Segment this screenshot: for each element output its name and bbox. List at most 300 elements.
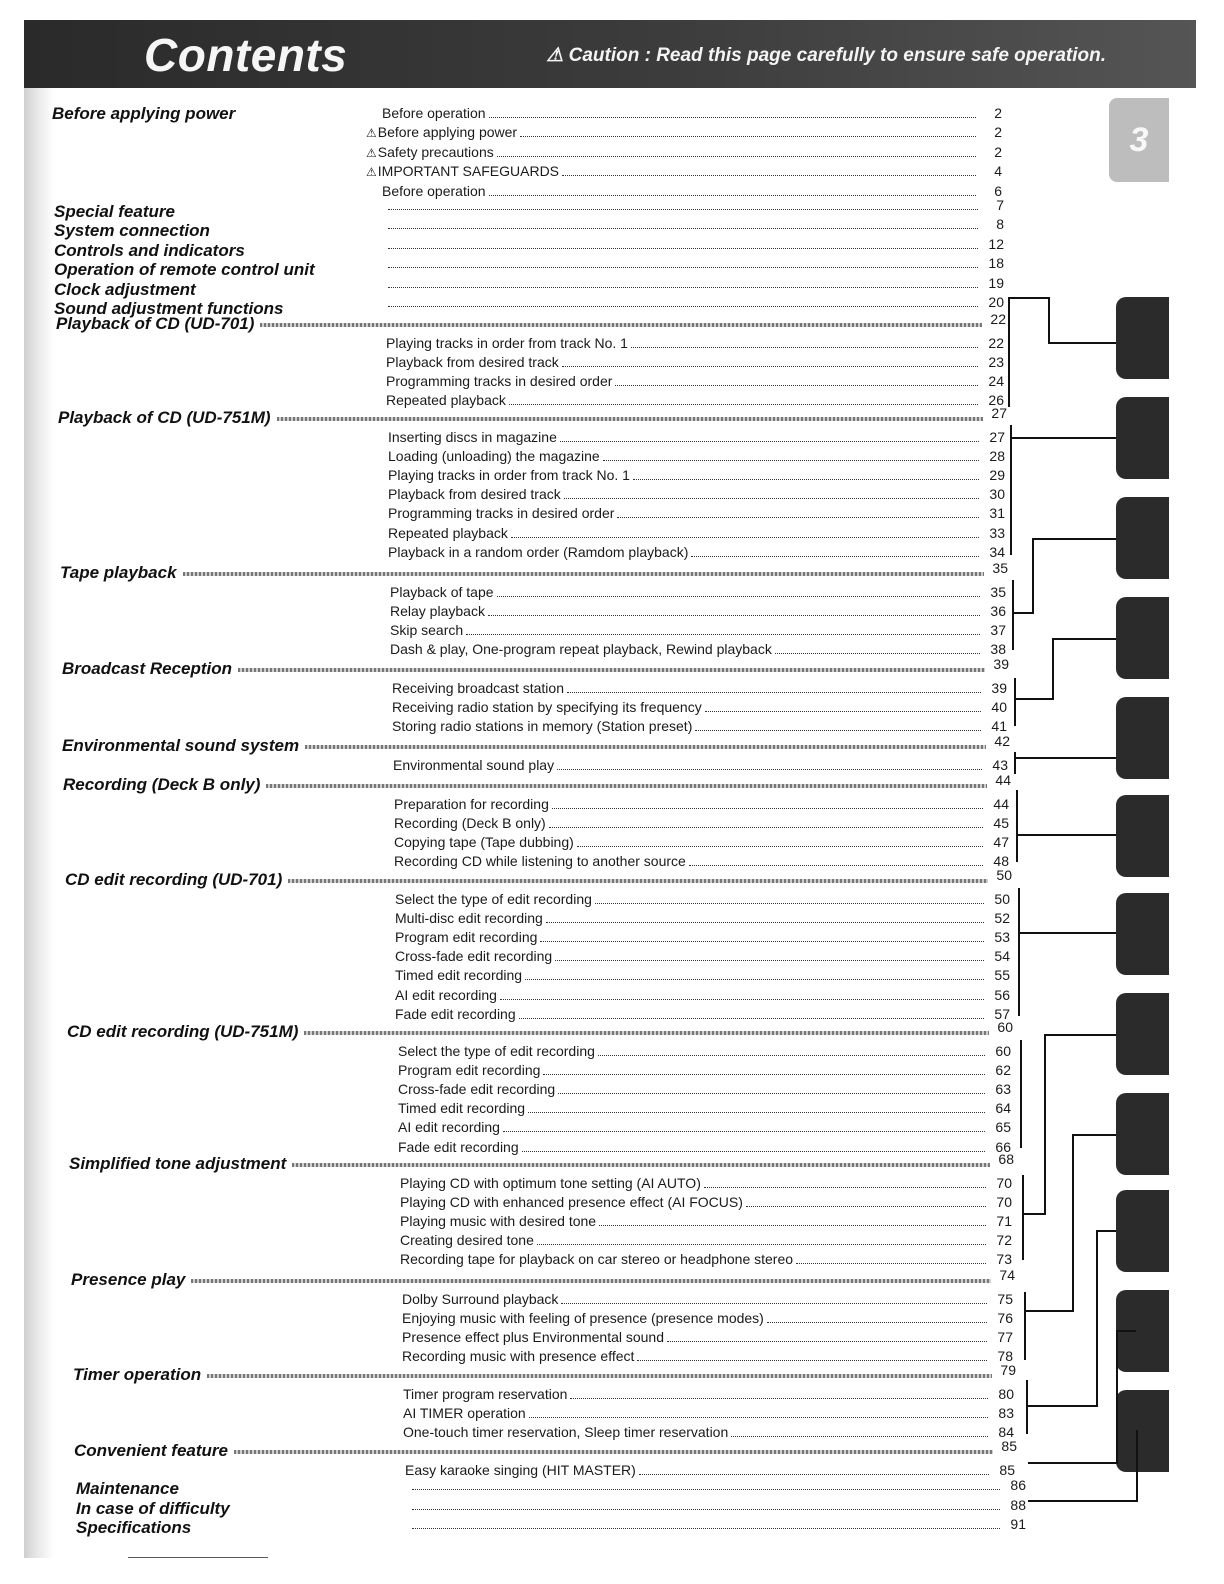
dot-leader: [631, 347, 978, 348]
page-number-tab: 3: [1109, 98, 1169, 182]
section-header-page[interactable]: [980, 310, 1010, 328]
entry-text: Creating desired tone: [400, 1232, 534, 1249]
dot-leader: [564, 498, 979, 499]
section-page: 85: [1001, 1438, 1017, 1454]
entry-page: 2: [994, 105, 1002, 121]
section-header-page[interactable]: [987, 1018, 1017, 1036]
warning-triangle-icon: ⚠: [366, 165, 377, 180]
entry-text: Playback of tape: [390, 584, 494, 600]
entry-label: [390, 602, 488, 620]
dot-leader: [549, 827, 983, 828]
entry-page: 86: [1010, 1477, 1026, 1493]
dot-leader: [637, 1360, 987, 1361]
section-rule: [292, 1163, 990, 1167]
toc-entry[interactable]: [412, 1515, 1026, 1533]
section-tab-marker: [1116, 993, 1169, 1075]
toc-entry[interactable]: [403, 1423, 1014, 1441]
toc-entry[interactable]: [388, 466, 1005, 484]
entry-page: 75: [997, 1291, 1013, 1307]
dot-leader: [522, 1151, 985, 1152]
section-page: 60: [997, 1019, 1013, 1035]
entry-page: 66: [995, 1138, 1011, 1155]
section-rule: [266, 784, 987, 788]
entry-text: Select the type of edit recording: [395, 891, 592, 907]
page-edge-shading: [24, 88, 54, 1558]
section-title[interactable]: Maintenance: [76, 1479, 179, 1498]
entry-page: 88: [1010, 1496, 1026, 1513]
entry-text: AI edit recording: [398, 1119, 500, 1136]
entry-page: 57: [994, 1005, 1010, 1022]
entry-page: 52: [994, 910, 1010, 927]
entry-label: [400, 1231, 537, 1249]
entry-text: Loading (unloading) the magazine: [388, 448, 600, 465]
section-header-page[interactable]: [981, 404, 1011, 422]
dot-leader: [519, 1018, 984, 1019]
dot-leader: [796, 1263, 986, 1264]
entry-text: Storing radio stations in memory (Station preset): [392, 718, 693, 735]
entry-label: [388, 447, 603, 465]
entry-text: Fade edit recording: [398, 1138, 519, 1155]
section-header-page[interactable]: [986, 866, 1016, 884]
entry-page: 33: [989, 524, 1005, 541]
caution-text: Caution : Read this page carefully to ensure safe operation.: [568, 45, 1106, 66]
section-tab-marker: [1116, 1190, 1169, 1272]
dot-leader: [695, 730, 981, 731]
entry-label: [394, 852, 689, 870]
toc-entry[interactable]: [388, 215, 1004, 233]
dot-leader: [562, 366, 978, 367]
dot-leader: [520, 136, 976, 137]
dot-leader: [667, 1341, 987, 1342]
dot-leader: [691, 556, 979, 557]
toc-entry[interactable]: [390, 640, 1006, 658]
toc-entry[interactable]: [390, 621, 1006, 639]
entry-text: Relay playback: [390, 603, 485, 620]
entry-text: Repeated playback: [386, 392, 506, 409]
warning-triangle-icon: ⚠: [366, 126, 377, 141]
dot-leader: [497, 596, 980, 597]
entry-page: 78: [997, 1348, 1013, 1365]
section-page: 39: [993, 656, 1009, 672]
entry-label: [366, 143, 497, 162]
section-page: 68: [998, 1151, 1014, 1167]
entry-text: Program edit recording: [395, 929, 538, 946]
section-tab-marker: [1116, 697, 1169, 779]
section-header-page[interactable]: [985, 771, 1015, 789]
toc-entry[interactable]: [400, 1250, 1012, 1268]
entry-text: Playing tracks in order from track No. 1: [388, 467, 630, 484]
entry-page: 70: [996, 1194, 1012, 1211]
toc-entry[interactable]: [395, 966, 1010, 984]
entry-page: 47: [993, 834, 1009, 851]
entry-label: [388, 485, 564, 503]
toc-entry[interactable]: [388, 504, 1005, 522]
toc-entry[interactable]: [403, 1385, 1014, 1403]
toc-entry[interactable]: [366, 162, 1002, 180]
section-title[interactable]: Presence play: [71, 1270, 186, 1289]
section-title[interactable]: In case of difficulty: [76, 1498, 230, 1518]
entry-page: 48: [993, 853, 1009, 870]
entry-text: Dolby Surround playback: [402, 1291, 559, 1307]
entry-label: [393, 756, 557, 774]
entry-page: 6: [994, 182, 1002, 199]
dot-leader: [599, 1225, 986, 1226]
entry-page: 7: [996, 197, 1004, 213]
entry-text: IMPORTANT SAFEGUARDS: [377, 163, 560, 180]
footer-line: [128, 1557, 268, 1558]
section-title[interactable]: Environmental sound system: [62, 736, 300, 755]
entry-text: Copying tape (Tape dubbing): [394, 834, 574, 851]
entry-label: [386, 353, 562, 371]
toc-entry[interactable]: [386, 334, 1004, 352]
entry-page: 84: [998, 1424, 1014, 1441]
toc-entry[interactable]: [388, 428, 1005, 446]
toc-entry[interactable]: [400, 1174, 1012, 1192]
toc-entry[interactable]: [400, 1212, 1012, 1230]
toc-entry[interactable]: [395, 986, 1010, 1004]
entry-label: [398, 1080, 558, 1098]
entry-label: [395, 890, 595, 908]
entry-page: 77: [997, 1329, 1013, 1346]
toc-entry[interactable]: [398, 1061, 1011, 1079]
dot-leader: [560, 441, 979, 442]
toc-entry[interactable]: [390, 602, 1006, 620]
entry-page: 63: [995, 1081, 1011, 1098]
section-tab-marker: [1116, 795, 1169, 877]
entry-page: 50: [994, 891, 1010, 907]
toc-entry[interactable]: [392, 717, 1007, 735]
entry-page: 22: [988, 335, 1004, 351]
entry-text: Playback from desired track: [388, 486, 561, 503]
toc-entry[interactable]: [394, 833, 1009, 851]
entry-page: 55: [994, 967, 1010, 984]
entry-text: Before applying power: [377, 124, 518, 141]
dot-leader: [598, 1055, 985, 1056]
entry-label: [400, 1193, 746, 1211]
section-title[interactable]: Playback of CD (UD-751M): [58, 408, 271, 427]
header-banner: [24, 20, 1196, 88]
dot-leader: [617, 517, 979, 518]
dot-leader: [511, 537, 979, 538]
entry-label: [382, 104, 489, 122]
toc-entry[interactable]: [390, 583, 1006, 601]
toc-entry[interactable]: [386, 372, 1004, 390]
entry-label: [386, 372, 615, 390]
entry-label: [398, 1042, 598, 1060]
dot-leader: [705, 711, 981, 712]
entry-label: [386, 334, 631, 352]
entry-text: Timed edit recording: [398, 1100, 526, 1117]
entry-page: 36: [990, 603, 1006, 620]
entry-text: Receiving radio station by specifying its frequency: [392, 699, 702, 716]
section-header-page[interactable]: [984, 732, 1014, 750]
toc-entry[interactable]: [400, 1193, 1012, 1211]
entry-text: Playing CD with enhanced presence effect (AI FOCUS): [400, 1194, 743, 1211]
dot-leader: [412, 1489, 1000, 1490]
entry-page: 83: [998, 1405, 1014, 1422]
entry-label: [395, 986, 500, 1004]
section-title[interactable]: CD edit recording (UD-751M): [67, 1022, 299, 1041]
section-title[interactable]: Timer operation: [73, 1365, 202, 1384]
entry-label: [366, 123, 520, 142]
dot-leader: [412, 1509, 1000, 1510]
entry-text: Program edit recording: [398, 1062, 541, 1079]
entry-page: 65: [995, 1119, 1011, 1136]
toc-entry[interactable]: [392, 679, 1007, 697]
section-title[interactable]: CD edit recording (UD-701): [65, 870, 283, 889]
entry-page: 60: [995, 1043, 1011, 1059]
toc-entry[interactable]: [395, 909, 1010, 927]
section-tab-marker: [1116, 597, 1169, 679]
dot-leader: [388, 267, 978, 268]
section-title[interactable]: Playback of CD (UD-701): [56, 314, 255, 333]
toc-entry[interactable]: [386, 353, 1004, 371]
dot-leader: [388, 306, 978, 307]
section-title[interactable]: System connection: [54, 221, 210, 241]
entry-text: Receiving broadcast station: [392, 680, 564, 696]
toc-entry[interactable]: [393, 756, 1008, 774]
entry-page: 34: [989, 543, 1005, 560]
entry-page: 38: [990, 641, 1006, 658]
toc-entry[interactable]: [402, 1290, 1013, 1308]
entry-text: Enjoying music with feeling of presence (presence modes): [402, 1310, 764, 1327]
section-title[interactable]: Specifications: [76, 1518, 192, 1537]
entry-text: Playback from desired track: [386, 354, 559, 371]
toc-entry[interactable]: [402, 1347, 1013, 1365]
entry-page: 70: [996, 1175, 1012, 1191]
toc-entry[interactable]: [412, 1496, 1026, 1514]
dot-leader: [746, 1206, 986, 1207]
toc-entry[interactable]: [366, 143, 1002, 161]
section-page: 22: [990, 311, 1006, 327]
dot-leader: [546, 922, 984, 923]
toc-entry[interactable]: [394, 814, 1009, 832]
toc-entry[interactable]: [388, 447, 1005, 465]
entry-text: One-touch timer reservation, Sleep timer reservation: [403, 1424, 729, 1441]
section-title[interactable]: Recording (Deck B only): [63, 775, 261, 794]
toc-entry[interactable]: [388, 524, 1005, 542]
entry-text: Before operation: [382, 182, 486, 199]
entry-text: Playback in a random order (Ramdom playback): [388, 543, 689, 560]
section-page: 50: [996, 867, 1012, 883]
toc-entry[interactable]: [388, 274, 1004, 292]
entry-text: Recording (Deck B only): [394, 815, 546, 832]
toc-entry[interactable]: [394, 795, 1009, 813]
entry-label: [398, 1138, 522, 1156]
dot-leader: [689, 865, 983, 866]
entry-page: 91: [1010, 1516, 1026, 1532]
toc-entry[interactable]: [398, 1080, 1011, 1098]
dot-leader: [603, 460, 979, 461]
section-tab-marker: [1116, 893, 1169, 975]
dot-leader: [503, 1131, 985, 1132]
dot-leader: [633, 479, 979, 480]
toc-entry[interactable]: [398, 1042, 1011, 1060]
entry-page: 85: [999, 1462, 1015, 1478]
entry-label: [392, 698, 705, 716]
dot-leader: [775, 653, 980, 654]
dot-leader: [543, 1074, 985, 1075]
entry-page: 62: [995, 1062, 1011, 1079]
toc-entry[interactable]: [395, 947, 1010, 965]
entry-page: 53: [994, 929, 1010, 946]
entry-label: [398, 1061, 543, 1079]
entry-label: [398, 1118, 503, 1136]
entry-page: 2: [994, 124, 1002, 141]
section-title[interactable]: Controls and indicators: [54, 240, 245, 260]
entry-label: [386, 391, 509, 409]
toc-entry[interactable]: [388, 543, 1005, 561]
dot-leader: [509, 404, 978, 405]
entry-label: [403, 1404, 529, 1422]
dot-leader: [466, 634, 980, 635]
entry-label: [395, 966, 525, 984]
entry-label: [402, 1309, 767, 1327]
entry-text: Programming tracks in desired order: [388, 505, 615, 522]
entry-label: [402, 1290, 561, 1308]
entry-label: [392, 717, 695, 735]
entry-label: [403, 1385, 570, 1403]
entry-page: 27: [989, 429, 1005, 445]
toc-entry[interactable]: [395, 1005, 1010, 1023]
toc-entry[interactable]: [392, 698, 1007, 716]
entry-text: Preparation for recording: [394, 796, 549, 812]
section-title[interactable]: Simplified tone adjustment: [69, 1154, 287, 1173]
toc-entry[interactable]: [402, 1328, 1013, 1346]
entry-text: Recording tape for playback on car stereo or headphone stereo: [400, 1251, 794, 1268]
entry-label: [402, 1347, 637, 1365]
section-header-page[interactable]: [991, 1437, 1021, 1455]
entry-page: 40: [991, 699, 1007, 716]
entry-page: 19: [988, 274, 1004, 291]
section-title[interactable]: Broadcast Reception: [62, 659, 233, 678]
toc-entry[interactable]: [388, 293, 1004, 311]
toc-entry[interactable]: [398, 1138, 1011, 1156]
dot-leader: [388, 287, 978, 288]
toc-entry[interactable]: [382, 104, 1002, 122]
entry-text: Timer program reservation: [403, 1386, 568, 1402]
toc-entry[interactable]: [395, 890, 1010, 908]
dot-leader: [557, 769, 982, 770]
dot-leader: [767, 1322, 987, 1323]
section-title[interactable]: Special feature: [54, 202, 175, 221]
toc-entry[interactable]: [394, 852, 1009, 870]
dot-leader: [528, 1112, 985, 1113]
section-title[interactable]: Convenient feature: [74, 1441, 228, 1460]
toc-entry[interactable]: [388, 254, 1004, 272]
entry-page: 43: [992, 757, 1008, 773]
entry-text: Recording CD while listening to another source: [394, 853, 686, 870]
entry-text: Multi-disc edit recording: [395, 910, 543, 927]
entry-page: 39: [991, 680, 1007, 696]
dot-leader: [639, 1474, 989, 1475]
entry-label: [400, 1212, 599, 1230]
entry-text: Playing tracks in order from track No. 1: [386, 335, 628, 351]
dot-leader: [497, 156, 976, 157]
toc-entry[interactable]: [403, 1404, 1014, 1422]
toc-entry[interactable]: [388, 235, 1004, 253]
dot-leader: [595, 903, 984, 904]
page-title: Contents: [144, 29, 348, 81]
section-rule: [234, 1450, 993, 1454]
entry-label: [394, 795, 552, 813]
section-page: 74: [999, 1267, 1015, 1283]
entry-label: [400, 1250, 796, 1268]
entry-label: [388, 504, 617, 522]
section-header-page[interactable]: [989, 1266, 1019, 1284]
entry-page: 71: [996, 1213, 1012, 1230]
dot-leader: [561, 1303, 987, 1304]
caution-note: [546, 44, 1106, 67]
section-rule: [238, 668, 985, 672]
section-page: 42: [994, 733, 1010, 749]
toc-entry[interactable]: [400, 1231, 1012, 1249]
toc-entry[interactable]: [402, 1309, 1013, 1327]
entry-label: [390, 583, 497, 601]
entry-text: Fade edit recording: [395, 1005, 516, 1022]
entry-page: 35: [990, 584, 1006, 600]
entry-page: 44: [993, 796, 1009, 812]
entry-label: [366, 162, 562, 181]
section-header-page[interactable]: [990, 1361, 1020, 1379]
entry-page: 28: [989, 448, 1005, 465]
entry-text: Select the type of edit recording: [398, 1043, 595, 1059]
section-title[interactable]: Clock adjustment: [54, 279, 196, 299]
toc-entry[interactable]: [388, 485, 1005, 503]
toc-entry[interactable]: [398, 1099, 1011, 1117]
dot-leader: [500, 999, 984, 1000]
warning-triangle-icon: ⚠: [366, 145, 377, 160]
entry-label: [398, 1099, 528, 1117]
toc-entry[interactable]: [412, 1476, 1026, 1494]
section-rule: [260, 323, 982, 327]
section-rule: [305, 745, 986, 749]
section-title[interactable]: Operation of remote control unit: [54, 260, 315, 280]
section-rule: [304, 1031, 989, 1035]
entry-page: 45: [993, 815, 1009, 832]
entry-label: [395, 1005, 519, 1023]
section-tab-marker: [1116, 297, 1169, 379]
section-rule: [183, 572, 984, 576]
entry-text: AI edit recording: [395, 986, 497, 1003]
entry-text: Cross-fade edit recording: [395, 948, 553, 965]
section-header-page[interactable]: [983, 655, 1013, 673]
entry-page: 18: [988, 255, 1004, 272]
entry-text: AI TIMER operation: [403, 1405, 526, 1422]
toc-entry[interactable]: [395, 928, 1010, 946]
entry-page: 31: [989, 505, 1005, 522]
entry-page: 4: [994, 163, 1002, 180]
toc-entry[interactable]: [366, 123, 1002, 141]
dot-leader: [558, 1093, 985, 1094]
section-title[interactable]: Before applying power: [52, 104, 236, 123]
section-title[interactable]: Tape playback: [60, 563, 177, 582]
section-header-page[interactable]: [982, 559, 1012, 577]
entry-label: [388, 543, 691, 561]
toc-entry[interactable]: [398, 1118, 1011, 1136]
toc-entry[interactable]: [386, 391, 1004, 409]
entry-text: Programming tracks in desired order: [386, 373, 613, 390]
section-page: 44: [995, 772, 1011, 788]
section-page: 27: [991, 405, 1007, 421]
toc-entry[interactable]: [388, 196, 1004, 214]
entry-text: Repeated playback: [388, 524, 508, 541]
section-header-page[interactable]: [988, 1150, 1018, 1168]
section-title[interactable]: Sound adjustment functions: [54, 299, 284, 318]
entry-page: 23: [988, 354, 1004, 371]
section-rule: [191, 1279, 991, 1283]
dot-leader: [388, 209, 978, 210]
